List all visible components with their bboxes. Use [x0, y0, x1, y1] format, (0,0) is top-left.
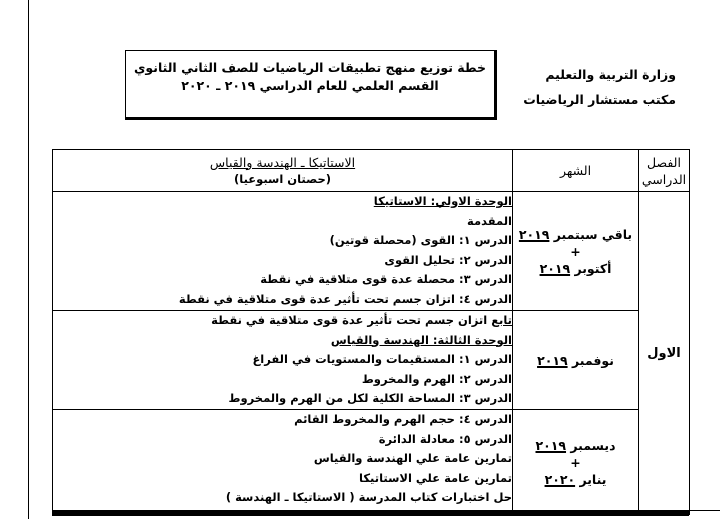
month-cell: [513, 192, 639, 311]
month-cell: [513, 311, 639, 410]
month-label: ديسمبر: [570, 437, 616, 453]
ministry-name: وزارة التربية والتعليم: [545, 67, 676, 82]
lesson-line: الدرس ٣: محصلة عدة قوى متلاقية في نقطة: [260, 272, 512, 286]
lesson-line: المقدمة: [467, 213, 512, 228]
month-label: أكتوبر: [574, 260, 612, 276]
unit-heading: الوحدة الاولي: الاستاتيكا: [373, 194, 512, 208]
lesson-line: تمارين عامة علي الاستاتيكا: [359, 470, 512, 485]
lesson-line: الدرس ١: المستقيمات والمستويات في الفراغ: [252, 352, 512, 366]
lesson-line: الدرس ٥: معادلة الدائرة: [378, 431, 512, 446]
lesson-line: الدرس ٢: تحليل القوى: [384, 252, 512, 267]
semester-cell: الاول: [639, 192, 690, 515]
year-label: ٢٠١٩: [518, 226, 550, 242]
month-label: باقي سبتمبر: [553, 226, 633, 242]
continuation-label: تابع: [491, 313, 512, 327]
semester-column-header: الفصل الدراسي: [639, 150, 690, 192]
subject-column-header: [53, 150, 513, 192]
subject-note: (حصتان اسبوعيا): [234, 171, 331, 186]
lesson-line: الدرس ١: القوى (محصلة قوتين): [329, 233, 512, 247]
lesson-line: تمارين عامة علي الهندسة والقياس: [313, 451, 512, 465]
lesson-line: الدرس ٤: اتزان جسم تحت تأثير عدة قوى متلاقية في نقطة: [178, 291, 512, 306]
year-label: ٢٠٢٠: [544, 471, 576, 487]
table-bottom-stub: [689, 510, 720, 511]
lesson-line: الدرس ٣: المساحة الكلية لكل من الهرم والمخروط: [228, 391, 512, 405]
page-margin-rule: [28, 0, 29, 519]
year-label: ٢٠١٩: [535, 437, 567, 453]
plan-title-line1: خطة توزيع منهج تطبيقات الرياضيات للصف الثاني الثانوي: [133, 60, 487, 75]
lessons-cell: [53, 410, 513, 515]
office-name: مكتب مستشار الرياضيات: [523, 92, 676, 107]
lesson-text: اتزان جسم تحت تأثير عدة قوى متلاقية في نقطة: [211, 313, 492, 327]
table-row: [53, 192, 690, 311]
lesson-line: حل اختبارات كتاب المدرسة ( الاستاتيكا ـ الهندسة ): [225, 490, 512, 504]
unit-heading: الوحدة الثالثة: الهندسة والقياس: [330, 332, 512, 347]
table-header-row: [53, 150, 690, 192]
lesson-line: الدرس ٢: الهرم والمخروط: [361, 371, 512, 386]
lesson-line: الدرس ٤: حجم الهرم والمخروط القائم: [294, 412, 512, 426]
lesson-line: [53, 311, 512, 331]
month-column-header: الشهر: [513, 150, 639, 192]
table-row: [53, 410, 690, 515]
month-label: نوفمبر: [571, 352, 614, 368]
table-row: [53, 311, 690, 410]
lessons-cell: [53, 311, 513, 410]
table-bottom-border: [52, 510, 689, 516]
subject-title: الاستاتيكا ـ الهندسة والقياس: [209, 154, 356, 170]
plus-sign: +: [570, 454, 581, 470]
plan-title-box: [125, 50, 497, 120]
curriculum-plan-table: [52, 149, 690, 515]
plan-title-line2: القسم العلمي للعام الدراسي ٢٠١٩ ـ ٢٠٢٠: [181, 78, 439, 93]
lessons-cell: [53, 192, 513, 311]
year-label: ٢٠١٩: [539, 260, 571, 276]
year-label: ٢٠١٩: [537, 352, 568, 368]
ministry-header: [523, 62, 676, 112]
month-cell: [513, 410, 639, 515]
plus-sign: +: [570, 243, 581, 259]
month-label: يناير: [579, 471, 607, 487]
